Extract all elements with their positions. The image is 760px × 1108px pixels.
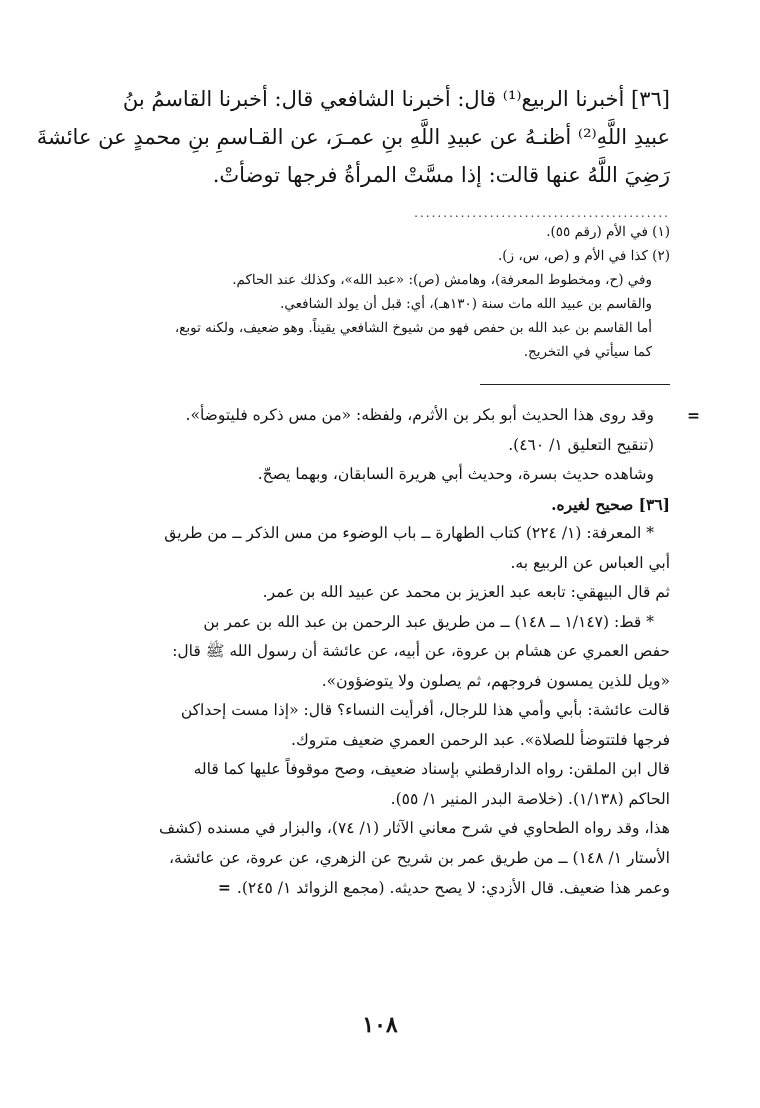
continuation-mark-end: =	[217, 878, 231, 897]
footnotes	[90, 220, 670, 364]
footnote-2-line-b: والقاسم بن عبيد الله مات سنة (١٣٠هـ)، أي: قبل أن يولد الشافعي.	[280, 296, 652, 312]
commentary-line-14: الحاكم (١/١٣٨). (خلاصة البدر المنير ١/ ٥٥).	[390, 789, 670, 808]
commentary-line-17-text: وعمر هذا ضعيف. قال الأزدي: لا يصح حديثه. (مجمع الزوائد ١/ ٢٤٥).	[236, 879, 670, 897]
footnote-2: (٢) كذا في الأم و (ص، س، ز).	[497, 248, 670, 264]
hadith-text	[36, 80, 670, 194]
commentary-line-7: ثم قال البيهقي: تابعه عبد العزيز بن محمد عن عبيد الله بن عمر.	[262, 583, 670, 601]
commentary-line-13: قال ابن الملقن: رواه الدارقطني بإسناد ضعيف، وصح موقوفاً عليها كما قاله	[193, 760, 670, 778]
hadith-line-1: [٣٦] أخبرنا الربيع⁽¹⁾ قال: أخبرنا الشافعي قال: أخبرنا القاسمُ بنُ	[122, 87, 670, 111]
commentary-line-5: * المعرفة: (١/ ٢٢٤) كتاب الطهارة ــ باب الوضوء من مس الذكر ــ من طريق	[164, 524, 654, 542]
commentary-line-9: حفص العمري عن هشام بن عروة، عن أبيه، عن عائشة أن رسول الله ﷺ قال:	[172, 642, 670, 660]
commentary-line-3: وشاهده حديث بسرة، وحديث أبي هريرة السابقان، وبهما يصحّ.	[257, 465, 654, 483]
commentary-line-1: وقد روى هذا الحديث أبو بكر بن الأثرم، ولفظه: «من مس ذكره فليتوضأ».	[185, 406, 654, 424]
commentary-line-8: * قط: (١/١٤٧ ــ ١٤٨) ــ من طريق عبد الرحمن بن عبد الله بن عمر بن	[203, 612, 654, 631]
footnote-2-line-d: كما سيأتي في التخريج.	[523, 344, 652, 360]
commentary-line-17	[90, 873, 670, 904]
commentary-line-10: «ويل للذين يمسون فروجهم، ثم يصلون ولا يتوضؤون».	[321, 671, 670, 690]
commentary-line-15: هذا، وقد رواه الطحاوي في شرح معاني الآثار (١/ ٧٤)، والبزار في مسنده (كشف	[158, 819, 670, 837]
page-number: ١٠٨	[362, 1012, 398, 1038]
commentary-line-12: فرجها فلتتوضأ للصلاة». عبد الرحمن العمري ضعيف متروك.	[291, 730, 670, 749]
grading-heading: [٣٦] صحيح لغيره.	[551, 494, 670, 514]
commentary-line-6: أبي العباس عن الربيع به.	[510, 553, 670, 572]
footnote-2-line-a: وفي (ح، ومخطوط المعرفة)، وهامش (ص): «عبد الله»، وكذلك عند الحاكم.	[232, 272, 652, 288]
commentary-line-16: الأستار ١/ ١٤٨) ــ من طريق عمر بن شريح عن الزهري، عن عروة، عن عائشة،	[168, 848, 670, 867]
commentary	[90, 401, 700, 904]
dotted-separator: ............................................	[414, 206, 670, 220]
hadith-line-2: عبيدِ اللَّهِ⁽²⁾ أظنـهُ عن عبيدِ اللَّهِ بنِ عمـرَ، عن القـاسمِ بنِ محمدٍ عن عائشةَ	[36, 125, 670, 149]
footnote-1: (١) في الأم (رقم ٥٥).	[546, 224, 670, 240]
hadith-line-3: رَضِيَ اللَّهُ عنها قالت: إذا مسَّتْ المرأةُ فرجها توضأتْ.	[212, 163, 670, 187]
commentary-line-11: قالت عائشة: بأبي وأمي هذا للرجال، أفرأيت النساء؟ قال: «إذا مست إحداكن	[180, 701, 670, 719]
page-body	[36, 80, 700, 904]
footnote-rule	[480, 384, 670, 385]
commentary-line-2: (تنقيح التعليق ١/ ٤٦٠).	[508, 435, 654, 454]
continuation-mark-start: =	[687, 406, 700, 425]
footnote-2-line-c: أما القاسم بن عبد الله بن حفص فهو من شيوخ الشافعي يقيناً. وهو ضعيف، ولكنه توبع،	[174, 320, 652, 336]
